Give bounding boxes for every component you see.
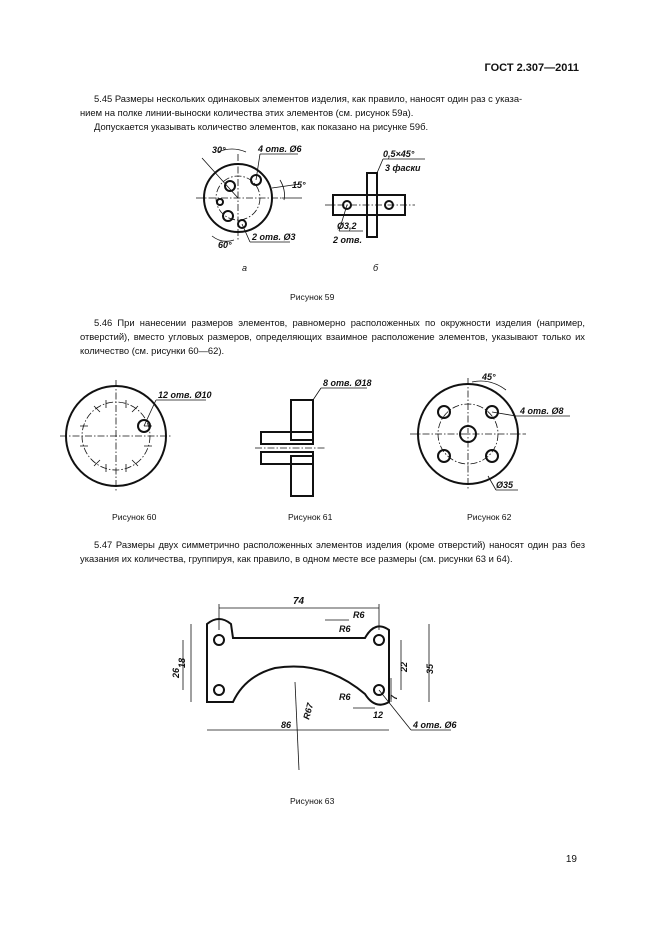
fig59b-chamfer: 0,5×45° bbox=[383, 149, 415, 159]
fig63-dim-26: 26 bbox=[171, 667, 181, 678]
fig59b-label: б bbox=[373, 263, 379, 273]
fig59b-holes: 2 отв. bbox=[333, 235, 362, 245]
fig63-dim-74: 74 bbox=[293, 596, 305, 607]
fig63-dim-22: 22 bbox=[399, 661, 409, 672]
page-number: 19 bbox=[565, 854, 577, 865]
fig59a-angle-right: 15° bbox=[292, 180, 306, 190]
fig63-dim-12: 12 bbox=[373, 710, 384, 720]
fig59b-diameter: Ø3,2 bbox=[337, 221, 357, 231]
fig62-angle: 45° bbox=[482, 372, 496, 382]
section-5-45-line2: нием на полке линии-выноски количества этих элементов (см. рисунок 59а). bbox=[80, 107, 414, 119]
fig63-dim-35: 35 bbox=[425, 663, 435, 674]
fig63-dim-18: 18 bbox=[177, 657, 187, 668]
section-5-45 bbox=[80, 92, 585, 135]
section-5-47-text: 5.47 Размеры двух симметрично расположенных элементов изделия (кроме отверстий) наносят один раз без указания их количества, группируя, как правило, в одном месте все размеры (см. рисунки 63 и 64). bbox=[80, 539, 585, 565]
figure-60-caption: Рисунок 60 bbox=[112, 512, 157, 522]
fig59a-label: а bbox=[242, 263, 248, 273]
section-5-46-text: 5.46 При нанесении размеров элементов, равномерно расположенных по окружности изделия (например, отверстий), вместо угловых размеров, определяющих взаимное расположение элементов, указывают только их количество (см. рисунки 60—62). bbox=[80, 317, 585, 357]
figure-61-caption: Рисунок 61 bbox=[288, 512, 333, 522]
figure-63-caption: Рисунок 63 bbox=[290, 796, 335, 806]
figure-59a-drawing bbox=[190, 140, 320, 260]
figure-59b-drawing bbox=[325, 145, 435, 255]
fig63-dim-r6c: R6 bbox=[339, 692, 351, 702]
fig62-holes: 4 отв. Ø8 bbox=[520, 406, 564, 416]
fig60-label: 12 отв. Ø10 bbox=[158, 390, 212, 400]
figure-62-drawing bbox=[410, 368, 590, 503]
section-5-45-line3: Допускается указывать количество элементов, как показано на рисунке 59б. bbox=[94, 121, 429, 133]
fig62-diameter: Ø35 bbox=[496, 480, 514, 490]
figure-61-drawing bbox=[255, 380, 375, 505]
fig63-holes: 4 отв. Ø6 bbox=[413, 720, 457, 730]
section-5-45-line1: 5.45 Размеры нескольких одинаковых элементов изделия, как правило, наносят один раз с указа- bbox=[94, 93, 523, 104]
fig63-dim-7: 7 bbox=[389, 694, 399, 700]
fig59a-angle-bottom: 60° bbox=[218, 240, 232, 250]
fig63-dim-r6b: R6 bbox=[339, 624, 351, 634]
fig59a-holes3: 2 отв. Ø3 bbox=[252, 232, 296, 242]
section-5-46 bbox=[80, 316, 585, 359]
fig59a-holes6: 4 отв. Ø6 bbox=[258, 144, 302, 154]
fig63-dim-r67: R67 bbox=[301, 701, 316, 721]
figure-63-drawing bbox=[171, 590, 475, 780]
section-5-47 bbox=[80, 538, 585, 566]
fig63-dim-r6a: R6 bbox=[353, 610, 365, 620]
figure-59-caption: Рисунок 59 bbox=[290, 292, 335, 302]
fig61-label: 8 отв. Ø18 bbox=[323, 378, 372, 388]
fig59a-angle-top: 30° bbox=[212, 145, 226, 155]
document-header: ГОСТ 2.307—2011 bbox=[484, 62, 579, 74]
fig59b-chamfer-count: 3 фаски bbox=[385, 163, 421, 173]
fig63-dim-86: 86 bbox=[281, 720, 292, 730]
figure-62-caption: Рисунок 62 bbox=[467, 512, 512, 522]
figure-60-drawing bbox=[60, 380, 230, 500]
